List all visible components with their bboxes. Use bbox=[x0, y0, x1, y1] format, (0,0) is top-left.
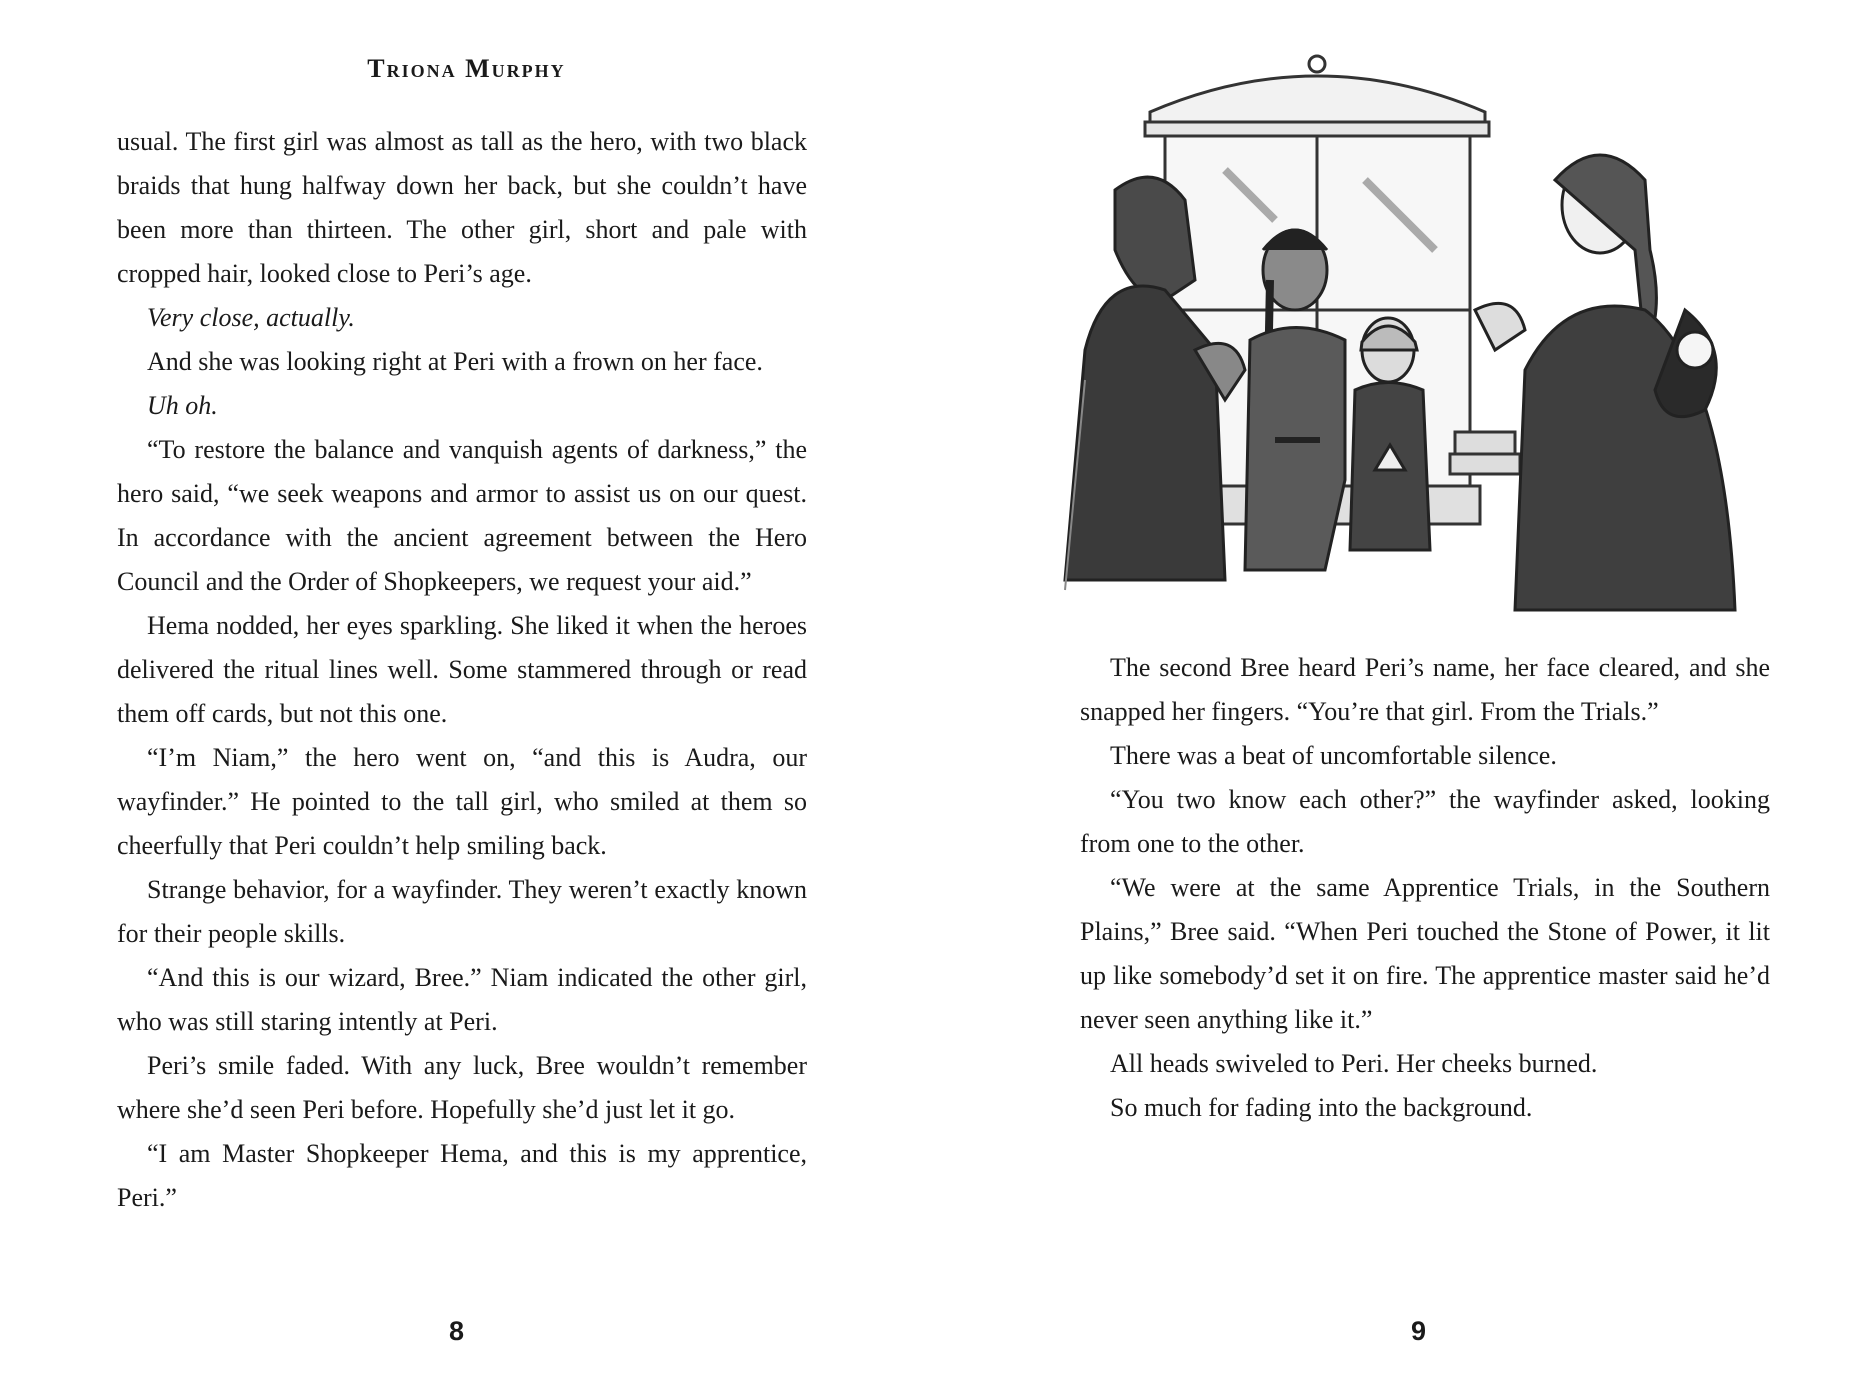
paragraph: There was a beat of uncomfortable silence. bbox=[1110, 741, 1557, 770]
paragraph: Hema nodded, her eyes sparkling. She liked it when the heroes delivered the ritual lines well. Some stammered through or read them off cards, but not this one. bbox=[117, 611, 807, 728]
paragraph: “I am Master Shopkeeper Hema, and this is my apprentice, Peri.” bbox=[117, 1139, 807, 1212]
paragraph: The second Bree heard Peri’s name, her face cleared, and she snapped her fingers. “You’re that girl. From the Trials.” bbox=[1080, 653, 1770, 726]
paragraph: “I’m Niam,” the hero went on, “and this is Audra, our wayfinder.” He pointed to the tall girl, who smiled at them so cheerfully that Peri couldn’t help smiling back. bbox=[117, 743, 807, 860]
paragraph: Very close, actually. bbox=[147, 303, 355, 332]
paragraph: “We were at the same Apprentice Trials, in the Southern Plains,” Bree said. “When Peri touched the Stone of Power, it lit up like somebody’d set it on fire. The apprentice master said he’d never seen anything like it.” bbox=[1080, 873, 1770, 1034]
chapter-illustration bbox=[1045, 50, 1763, 630]
right-page bbox=[933, 0, 1866, 1400]
paragraph: Peri’s smile faded. With any luck, Bree wouldn’t remember where she’d seen Peri before. Hopefully she’d just let it go. bbox=[117, 1051, 807, 1124]
running-head-author: Triona Murphy bbox=[367, 54, 566, 83]
paragraph: Strange behavior, for a wayfinder. They weren’t exactly known for their people skills. bbox=[117, 875, 807, 948]
paragraph: “You two know each other?” the wayfinder asked, looking from one to the other. bbox=[1080, 785, 1770, 858]
paragraph: Uh oh. bbox=[147, 391, 218, 420]
paragraph: “To restore the balance and vanquish agents of darkness,” the hero said, “we seek weapons and armor to assist us on our quest. In accordance with the ancient agreement between the Hero Council and the Order of Shopkeepers, we request your aid.” bbox=[117, 435, 807, 596]
page-number: 8 bbox=[449, 1316, 465, 1346]
left-page-text bbox=[117, 120, 807, 1220]
paragraph: All heads swiveled to Peri. Her cheeks burned. bbox=[1110, 1049, 1598, 1078]
paragraph: “And this is our wizard, Bree.” Niam indicated the other girl, who was still staring intently at Peri. bbox=[117, 963, 807, 1036]
figure-hema bbox=[1475, 155, 1735, 610]
right-page-text bbox=[1080, 646, 1770, 1130]
paragraph: And she was looking right at Peri with a frown on her face. bbox=[147, 347, 763, 376]
paragraph: So much for fading into the background. bbox=[1110, 1093, 1533, 1122]
page-number: 9 bbox=[1411, 1316, 1427, 1346]
paragraph: usual. The first girl was almost as tall as the hero, with two black braids that hung halfway down her back, but she couldn’t have been more than thirteen. The other girl, short and pale with cropped hair, looked close to Peri’s age. bbox=[117, 127, 807, 288]
